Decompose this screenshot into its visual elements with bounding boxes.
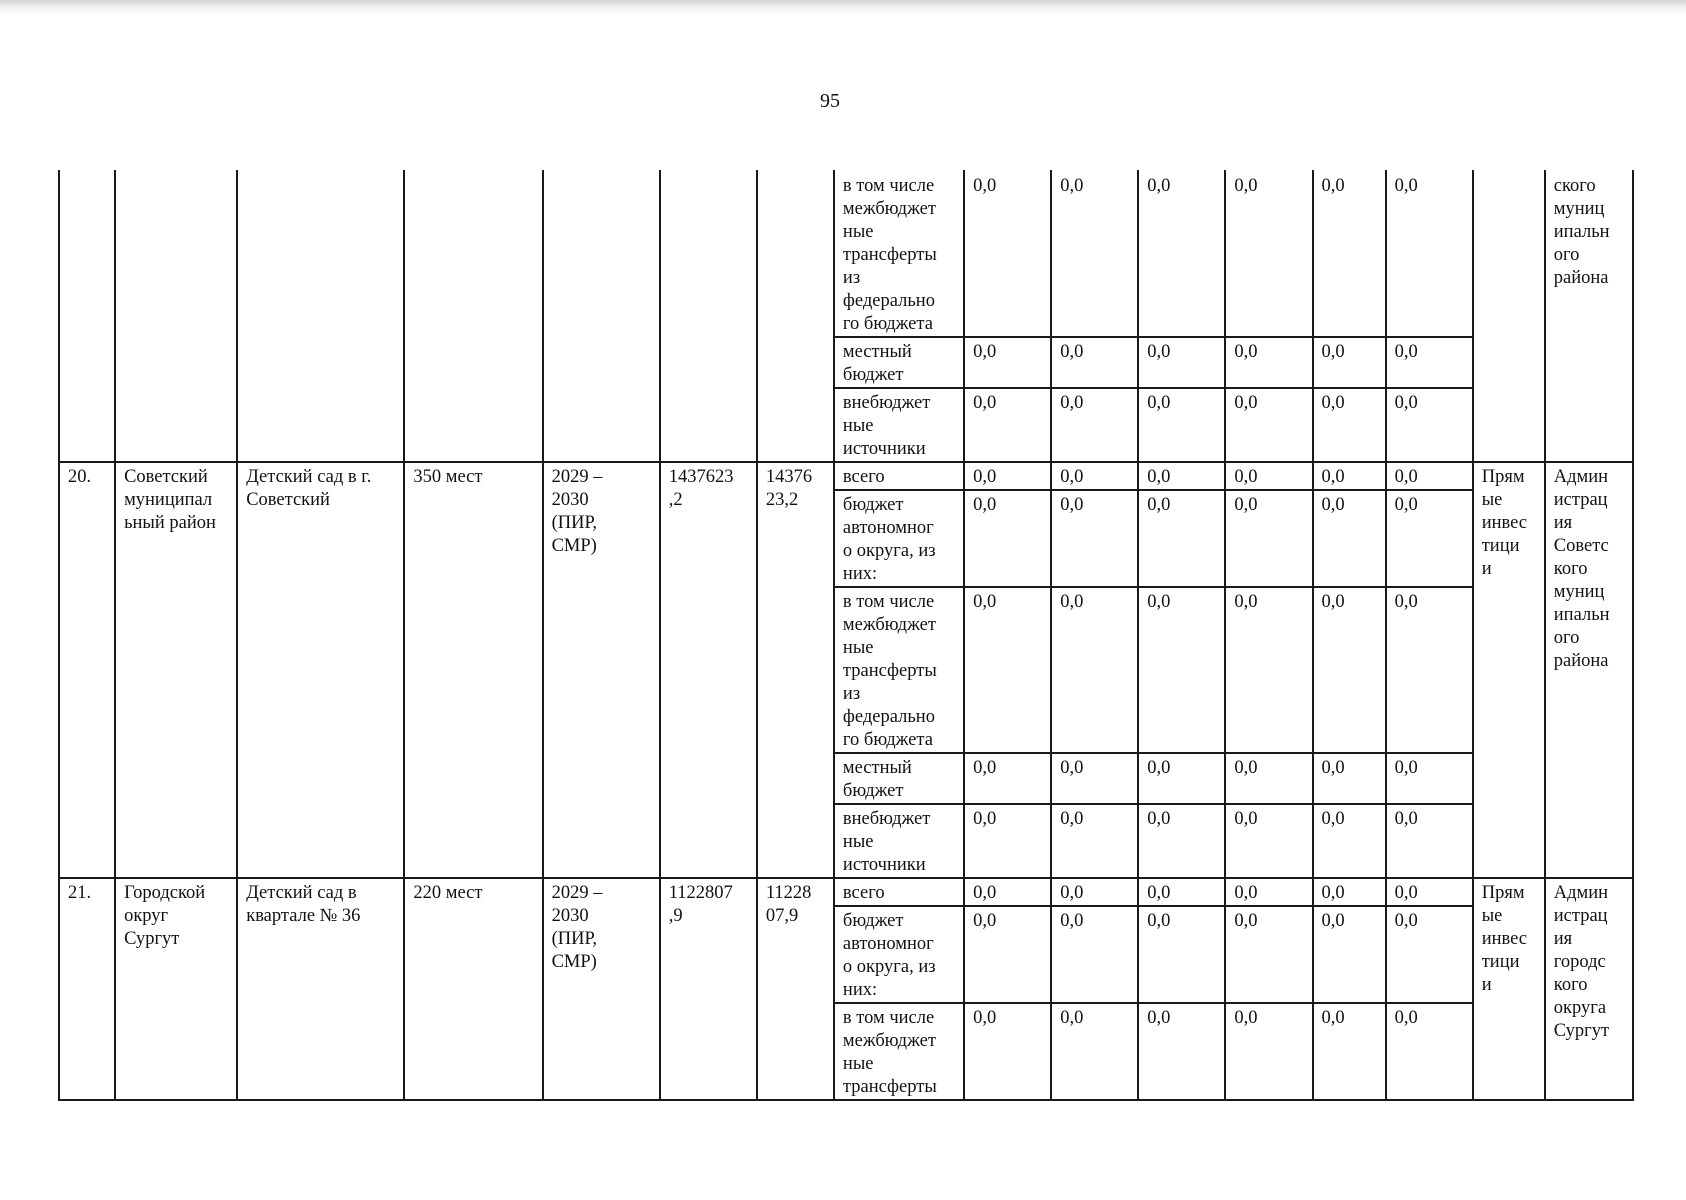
value-cell: 0,0 xyxy=(1051,337,1138,388)
owner-cell: Админ истрац ия городс кого округа Сургут xyxy=(1545,878,1633,1100)
cost-remaining-cell xyxy=(757,171,834,462)
value-cell: 0,0 xyxy=(1313,171,1386,337)
source-label: всего xyxy=(834,462,964,490)
value-cell: 0,0 xyxy=(1386,804,1473,878)
source-label: местный бюджет xyxy=(834,337,964,388)
value-cell: 0,0 xyxy=(1386,753,1473,804)
value-cell: 0,0 xyxy=(1313,490,1386,587)
value-cell: 0,0 xyxy=(1313,337,1386,388)
object-cell: Детский сад в г. Советский xyxy=(237,462,404,878)
value-cell: 0,0 xyxy=(1138,171,1225,337)
value-cell: 0,0 xyxy=(1225,906,1312,1003)
source-label: в том числе межбюджет ные трансферты из федерально го бюджета xyxy=(834,171,964,337)
value-cell: 0,0 xyxy=(1225,462,1312,490)
source-label: местный бюджет xyxy=(834,753,964,804)
value-cell: 0,0 xyxy=(1051,804,1138,878)
value-cell: 0,0 xyxy=(1051,878,1138,906)
investment-table xyxy=(58,170,1634,1101)
value-cell: 0,0 xyxy=(1051,388,1138,462)
value-cell: 0,0 xyxy=(1051,171,1138,337)
value-cell: 0,0 xyxy=(1386,1003,1473,1100)
value-cell: 0,0 xyxy=(964,1003,1051,1100)
value-cell: 0,0 xyxy=(1386,587,1473,753)
value-cell: 0,0 xyxy=(1051,462,1138,490)
page-number: 95 xyxy=(820,90,840,112)
value-cell: 0,0 xyxy=(1225,878,1312,906)
value-cell: 0,0 xyxy=(1138,490,1225,587)
value-cell: 0,0 xyxy=(1225,587,1312,753)
value-cell: 0,0 xyxy=(964,388,1051,462)
mechanism-cell: Прям ые инвес тици и xyxy=(1473,462,1545,878)
value-cell: 0,0 xyxy=(964,490,1051,587)
value-cell: 0,0 xyxy=(964,171,1051,337)
value-cell: 0,0 xyxy=(1386,462,1473,490)
value-cell: 0,0 xyxy=(1313,753,1386,804)
value-cell: 0,0 xyxy=(1138,587,1225,753)
cost-total-cell: 1437623 ,2 xyxy=(660,462,757,878)
value-cell: 0,0 xyxy=(1051,906,1138,1003)
source-label: в том числе межбюджет ные трансферты xyxy=(834,1003,964,1100)
value-cell: 0,0 xyxy=(1138,337,1225,388)
municipality-cell: Советский муниципал ьный район xyxy=(115,462,237,878)
value-cell: 0,0 xyxy=(1313,878,1386,906)
value-cell: 0,0 xyxy=(1313,462,1386,490)
object-cell: Детский сад в квартале № 36 xyxy=(237,878,404,1100)
owner-cell: ского муниц ипальн ого района xyxy=(1545,171,1633,462)
owner-cell: Админ истрац ия Советс кого муниц ипальн ого района xyxy=(1545,462,1633,878)
value-cell: 0,0 xyxy=(1225,490,1312,587)
period-cell: 2029 – 2030 (ПИР, СМР) xyxy=(543,462,660,878)
value-cell: 0,0 xyxy=(1225,1003,1312,1100)
value-cell: 0,0 xyxy=(1225,337,1312,388)
source-label: внебюджет ные источники xyxy=(834,804,964,878)
value-cell: 0,0 xyxy=(1313,388,1386,462)
value-cell: 0,0 xyxy=(1138,388,1225,462)
value-cell: 0,0 xyxy=(964,587,1051,753)
capacity-cell: 350 мест xyxy=(404,462,542,878)
cost-total-cell xyxy=(660,171,757,462)
period-cell xyxy=(543,171,660,462)
value-cell: 0,0 xyxy=(964,906,1051,1003)
value-cell: 0,0 xyxy=(1051,753,1138,804)
value-cell: 0,0 xyxy=(1386,337,1473,388)
value-cell: 0,0 xyxy=(1225,171,1312,337)
value-cell: 0,0 xyxy=(1138,462,1225,490)
value-cell: 0,0 xyxy=(1051,490,1138,587)
value-cell: 0,0 xyxy=(1138,753,1225,804)
value-cell: 0,0 xyxy=(1386,490,1473,587)
value-cell: 0,0 xyxy=(1225,753,1312,804)
value-cell: 0,0 xyxy=(964,804,1051,878)
value-cell: 0,0 xyxy=(1138,906,1225,1003)
mechanism-cell xyxy=(1473,171,1545,462)
value-cell: 0,0 xyxy=(1138,878,1225,906)
value-cell: 0,0 xyxy=(1313,1003,1386,1100)
scan-edge xyxy=(0,0,1686,16)
municipality-cell: Городской округ Сургут xyxy=(115,878,237,1100)
value-cell: 0,0 xyxy=(1313,804,1386,878)
period-cell: 2029 – 2030 (ПИР, СМР) xyxy=(543,878,660,1100)
source-label: бюджет автономног о округа, из них: xyxy=(834,490,964,587)
value-cell: 0,0 xyxy=(1051,1003,1138,1100)
value-cell: 0,0 xyxy=(1386,388,1473,462)
cost-remaining-cell: 14376 23,2 xyxy=(757,462,834,878)
cost-remaining-cell: 11228 07,9 xyxy=(757,878,834,1100)
value-cell: 0,0 xyxy=(1138,1003,1225,1100)
value-cell: 0,0 xyxy=(1313,906,1386,1003)
number-cell xyxy=(59,171,115,462)
value-cell: 0,0 xyxy=(1138,804,1225,878)
value-cell: 0,0 xyxy=(1386,878,1473,906)
cost-total-cell: 1122807 ,9 xyxy=(660,878,757,1100)
source-label: в том числе межбюджет ные трансферты из федерально го бюджета xyxy=(834,587,964,753)
source-label: всего xyxy=(834,878,964,906)
value-cell: 0,0 xyxy=(964,878,1051,906)
number-cell: 21. xyxy=(59,878,115,1100)
mechanism-cell: Прям ые инвес тици и xyxy=(1473,878,1545,1100)
value-cell: 0,0 xyxy=(1051,587,1138,753)
value-cell: 0,0 xyxy=(1386,906,1473,1003)
capacity-cell xyxy=(404,171,542,462)
source-label: бюджет автономног о округа, из них: xyxy=(834,906,964,1003)
object-cell xyxy=(237,171,404,462)
value-cell: 0,0 xyxy=(964,337,1051,388)
table-row xyxy=(59,462,1633,490)
value-cell: 0,0 xyxy=(1313,587,1386,753)
value-cell: 0,0 xyxy=(964,753,1051,804)
value-cell: 0,0 xyxy=(1386,171,1473,337)
number-cell: 20. xyxy=(59,462,115,878)
source-label: внебюджет ные источники xyxy=(834,388,964,462)
municipality-cell xyxy=(115,171,237,462)
value-cell: 0,0 xyxy=(1225,804,1312,878)
table-row xyxy=(59,878,1633,906)
value-cell: 0,0 xyxy=(1225,388,1312,462)
value-cell: 0,0 xyxy=(964,462,1051,490)
table-row xyxy=(59,171,1633,337)
capacity-cell: 220 мест xyxy=(404,878,542,1100)
